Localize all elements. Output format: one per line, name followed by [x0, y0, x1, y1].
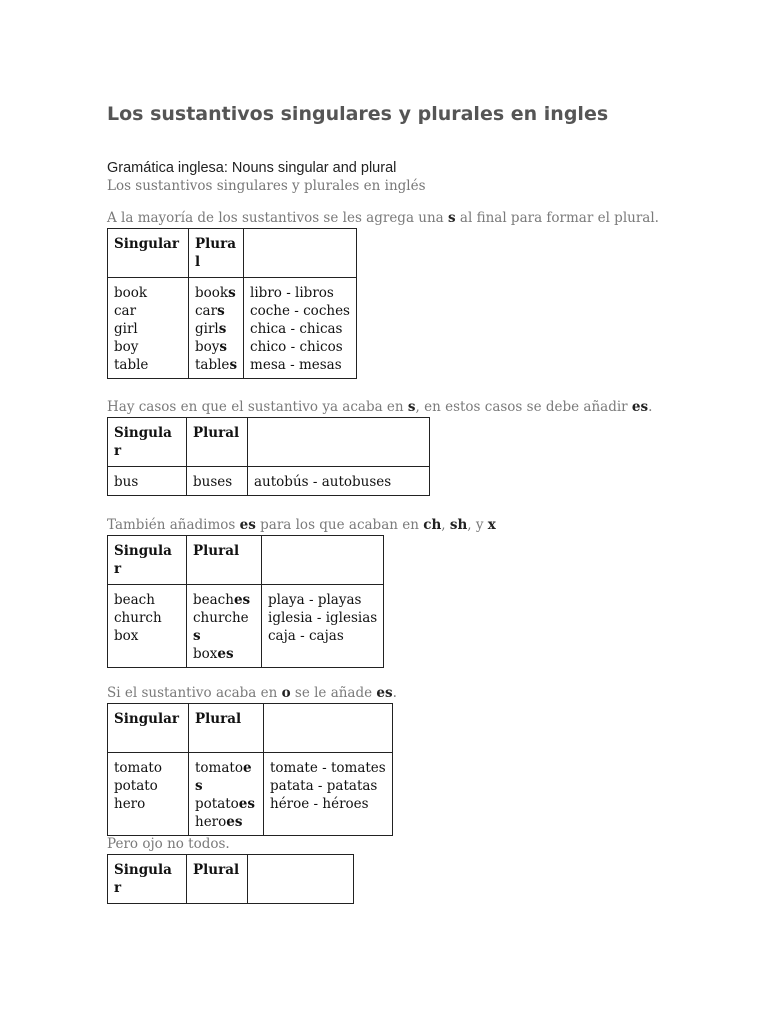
- plural-stem: tomato: [195, 760, 243, 776]
- translation: autobús - autobuses: [254, 474, 392, 490]
- translation-cell: [264, 753, 393, 836]
- singular-word: tomato: [114, 760, 162, 776]
- header-text: Singula r: [114, 862, 172, 896]
- plural-word: [195, 795, 257, 813]
- header-text: Plural: [195, 711, 242, 727]
- plural-word: [195, 338, 237, 356]
- subtitle-spanish: Los sustantivos singulares y plurales en inglés: [107, 178, 426, 194]
- intro-text: .: [392, 685, 397, 701]
- plural-cell: [189, 753, 264, 836]
- singular-cell: [108, 278, 189, 379]
- intro-emphasis: es: [631, 399, 649, 415]
- translation: iglesia - iglesias: [268, 610, 378, 626]
- plural-word: [195, 284, 237, 302]
- singular-cell: [108, 467, 187, 496]
- plural-stem: girl: [195, 321, 219, 337]
- intro-text: se le añade: [290, 685, 377, 701]
- singular-word: bus: [114, 474, 139, 490]
- translation: tomate - tomates: [270, 760, 386, 776]
- singular-word: book: [114, 285, 148, 301]
- plural-stem: beach: [193, 592, 234, 608]
- intro-emphasis: sh: [449, 517, 468, 533]
- plural-suffix: s: [217, 303, 225, 319]
- singular-word: table: [114, 357, 149, 373]
- header-text: Singular: [114, 236, 179, 252]
- plural-stem: car: [195, 303, 218, 319]
- intro-text: ,: [441, 517, 450, 533]
- singular-word: hero: [114, 796, 146, 812]
- header-singular: [108, 229, 189, 278]
- header-singular: [108, 536, 187, 585]
- header-text: Singula r: [114, 543, 172, 577]
- plural-cell: [187, 585, 262, 668]
- translation: playa - playas: [268, 592, 362, 608]
- plural-suffix: s: [218, 321, 227, 337]
- header-blank: [248, 855, 354, 904]
- section-1-intro: [107, 210, 659, 226]
- plural-stem: table: [195, 357, 230, 373]
- intro-text: Pero ojo no todos.: [107, 836, 230, 852]
- header-blank: [262, 536, 384, 585]
- intro-text: También añadimos: [107, 517, 240, 533]
- header-text: Plural: [193, 543, 240, 559]
- translation: caja - cajas: [268, 628, 344, 644]
- intro-text: al final para formar el plural.: [455, 210, 659, 226]
- intro-text: A la mayoría de los sustantivos se les agrega una: [107, 210, 449, 226]
- plural-word: [195, 759, 257, 777]
- header-text: Plural: [193, 862, 240, 878]
- header-plural: [189, 229, 244, 278]
- table-s-ending: [107, 417, 430, 496]
- translation-cell: [248, 467, 430, 496]
- singular-cell: [108, 753, 189, 836]
- translation: patata - patatas: [270, 778, 378, 794]
- intro-emphasis: ch: [423, 517, 442, 533]
- section-2-intro: [107, 399, 652, 415]
- header-plural: [187, 418, 248, 467]
- plural-suffix: es: [226, 814, 243, 830]
- intro-text: Si el sustantivo acaba en: [107, 685, 282, 701]
- plural-word: [195, 813, 257, 831]
- section-4-intro: [107, 685, 397, 701]
- singular-word: girl: [114, 321, 138, 337]
- plural-suffix: s: [193, 628, 201, 644]
- header-blank: [244, 229, 357, 278]
- intro-text: , y: [467, 517, 488, 533]
- plural-suffix: es: [217, 646, 234, 662]
- header-plural: [189, 704, 264, 753]
- translation: libro - libros: [250, 285, 334, 301]
- table-ch-sh-x-ending: [107, 535, 384, 668]
- plural-suffix: s: [195, 778, 203, 794]
- plural-word: [195, 302, 237, 320]
- plural-suffix: es: [238, 796, 255, 812]
- translation-cell: [244, 278, 357, 379]
- intro-text: para los que acaban en: [255, 517, 424, 533]
- header-text: Singular: [114, 711, 179, 727]
- header-singular: [108, 855, 187, 904]
- plural-word: [193, 591, 255, 609]
- intro-text: .: [648, 399, 653, 415]
- intro-emphasis: es: [239, 517, 256, 533]
- plural-word: [193, 645, 255, 663]
- plural-suffix: es: [233, 592, 251, 608]
- plural-stem: boy: [195, 339, 220, 355]
- intro-text: Hay casos en que el sustantivo ya acaba en: [107, 399, 408, 415]
- header-singular: [108, 704, 189, 753]
- plural-suffix: s: [228, 285, 236, 301]
- intro-text: , en estos casos se debe añadir: [415, 399, 632, 415]
- singular-word: car: [114, 303, 137, 319]
- intro-emphasis: o: [281, 685, 291, 701]
- plural-suffix: e: [242, 760, 252, 776]
- plural-suffix: s: [219, 339, 228, 355]
- plural-word: [195, 356, 237, 374]
- plural-stem: churche: [193, 610, 249, 626]
- translation-cell: [262, 585, 384, 668]
- table-o-ending: [107, 703, 393, 836]
- plural-stem: book: [195, 285, 229, 301]
- intro-emphasis: s: [407, 399, 416, 415]
- subtitle: Gramática inglesa: Nouns singular and plural: [107, 160, 397, 176]
- intro-emphasis: s: [448, 210, 456, 226]
- plural-cell: [189, 278, 244, 379]
- section-5-intro: [107, 836, 230, 852]
- singular-word: potato: [114, 778, 158, 794]
- header-plural: [187, 855, 248, 904]
- intro-emphasis: es: [376, 685, 393, 701]
- header-text: Plura l: [195, 236, 236, 270]
- singular-word: beach: [114, 592, 155, 608]
- singular-word: church: [114, 610, 162, 626]
- translation: héroe - héroes: [270, 796, 369, 812]
- plural-stem: box: [193, 646, 218, 662]
- translation: coche - coches: [250, 303, 350, 319]
- plural-word: [195, 777, 257, 795]
- page-title: Los sustantivos singulares y plurales en ingles: [107, 103, 609, 125]
- header-text: Plural: [193, 425, 240, 441]
- header-blank: [264, 704, 393, 753]
- header-blank: [248, 418, 430, 467]
- singular-word: box: [114, 628, 139, 644]
- translation: chico - chicos: [250, 339, 343, 355]
- translation: chica - chicas: [250, 321, 343, 337]
- table-exceptions: [107, 854, 354, 904]
- plural-stem: hero: [195, 814, 227, 830]
- plural-word: buses: [193, 474, 233, 490]
- singular-cell: [108, 585, 187, 668]
- plural-suffix: s: [229, 357, 238, 373]
- header-plural: [187, 536, 262, 585]
- plural-word: [193, 627, 255, 645]
- table-regular-plurals: [107, 228, 357, 379]
- header-singular: [108, 418, 187, 467]
- plural-word: [195, 320, 237, 338]
- header-text: Singula r: [114, 425, 172, 459]
- plural-word: [193, 609, 255, 627]
- section-3-intro: [107, 517, 496, 533]
- plural-stem: potato: [195, 796, 239, 812]
- intro-emphasis: x: [487, 517, 496, 533]
- translation: mesa - mesas: [250, 357, 342, 373]
- singular-word: boy: [114, 339, 139, 355]
- plural-cell: [187, 467, 248, 496]
